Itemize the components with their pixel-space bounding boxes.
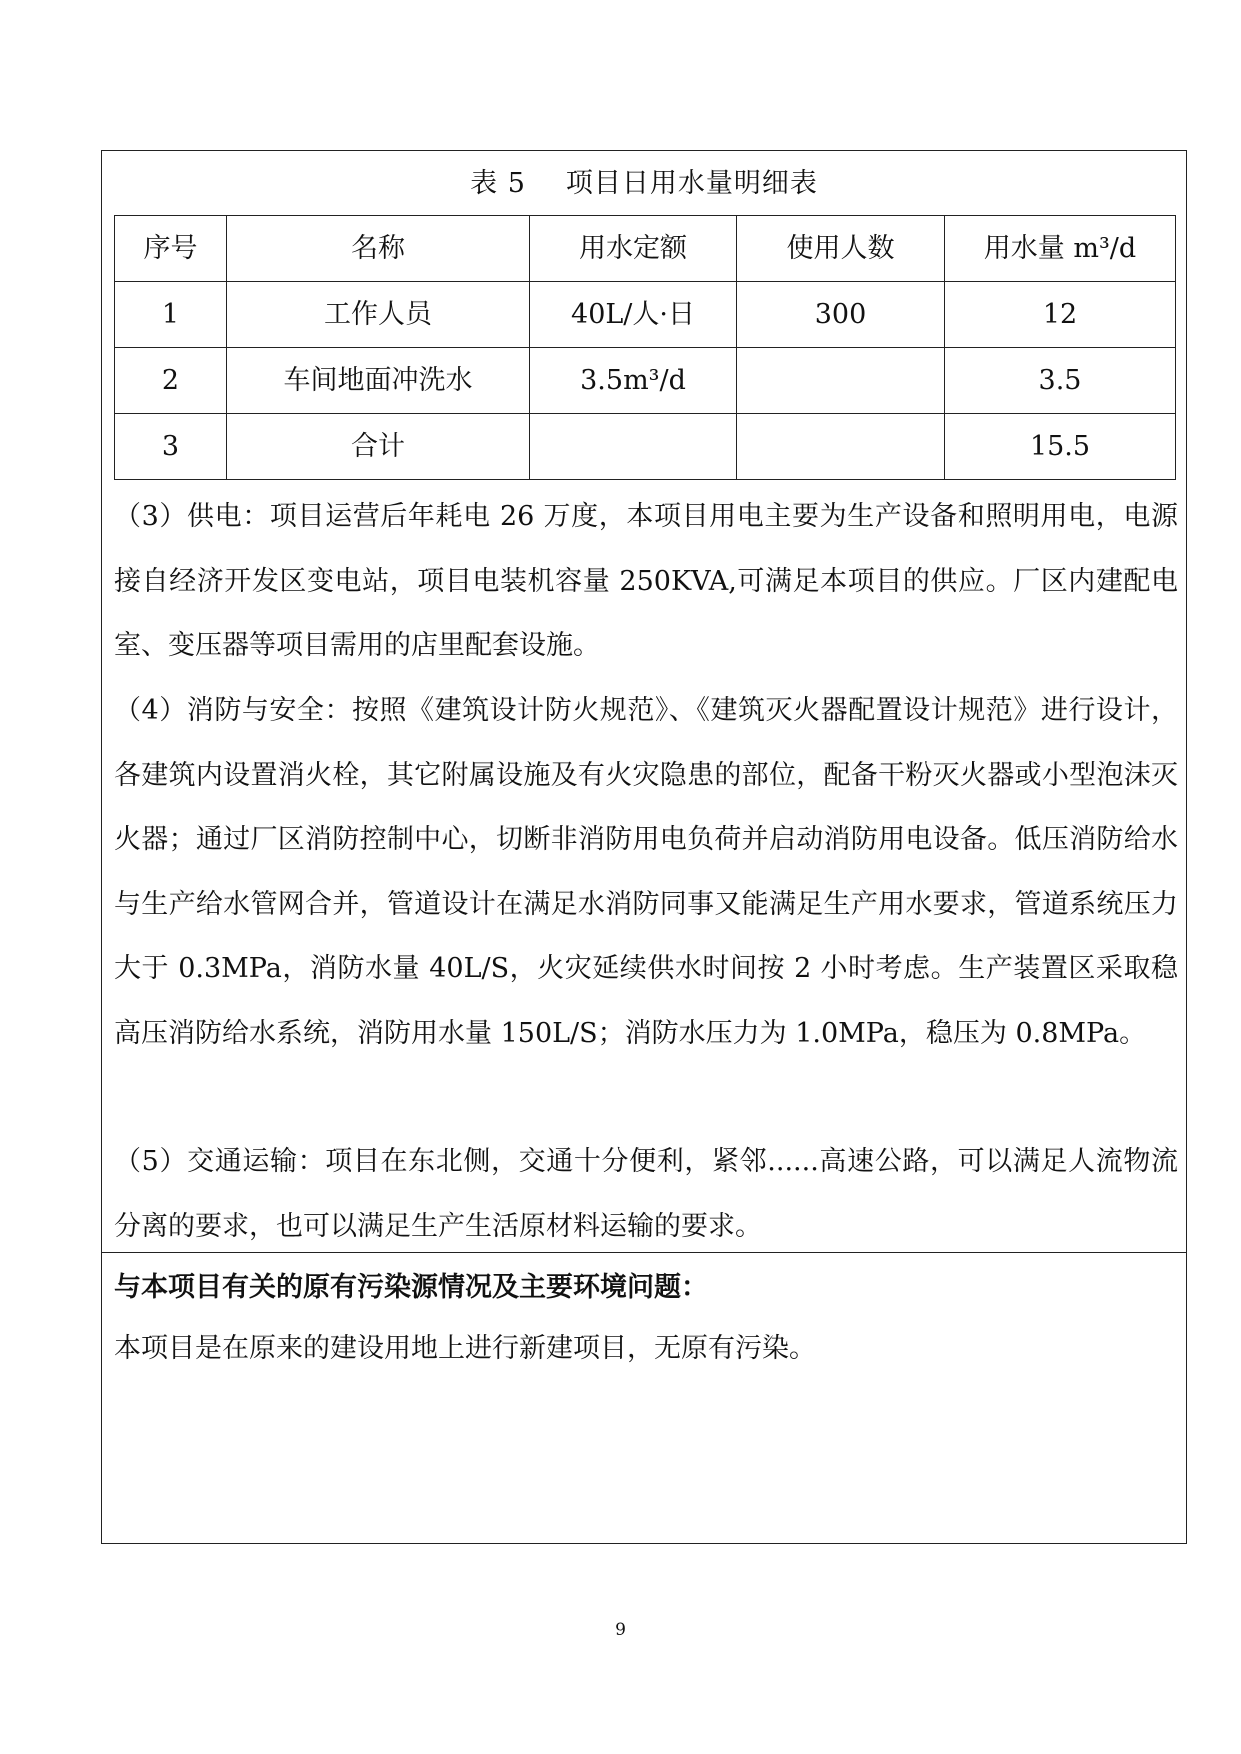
- table-cell: 车间地面冲洗水: [227, 348, 530, 414]
- paragraph-power-supply: （3）供电：项目运营后年耗电 26 万度，本项目用电主要为生产设备和照明用电，电源接自经济开发区变电站，项目电装机容量 250KVA,可满足本项目的供应。厂区内建配电室、变压器等项目需用的店里配套设施。: [114, 501, 1178, 661]
- header-name: 名称: [227, 216, 530, 282]
- table-cell: 合计: [227, 414, 530, 480]
- table-row: [115, 348, 1176, 414]
- table-cell: 3.5m³/d: [530, 348, 737, 414]
- table-cell: 12: [945, 282, 1176, 348]
- paragraph-transportation: （5）交通运输：项目在东北侧，交通十分便利，紧邻......高速公路，可以满足人流物流分离的要求，也可以满足生产生活原材料运输的要求。: [114, 1146, 1178, 1242]
- section-divider: [102, 1252, 1186, 1253]
- table-row: [115, 282, 1176, 348]
- table-cell: 3.5: [945, 348, 1176, 414]
- table-cell: 工作人员: [227, 282, 530, 348]
- paragraph-fire-safety: （4）消防与安全：按照《建筑设计防火规范》、《建筑灭火器配置设计规范》进行设计，各建筑内设置消火栓，其它附属设施及有火灾隐患的部位，配备干粉灭火器或小型泡沫灭火器；通过厂区消防控制中心，切断非消防用电负荷并启动消防用电设备。低压消防给水与生产给水管网合并，管道设计在满足水消防同事又能满足生产用水要求，管道系统压力大于 0.3MPa，消防水量 40L/S，火灾延续供水时间按 2 小时考虑。生产装置区采取稳高压消防给水系统，消防用水量 150L/S；消防水压力为 1.0MPa，稳压为 0.8MPa。: [114, 695, 1178, 1049]
- document-frame: [101, 150, 1187, 1544]
- table-cell: 3: [115, 414, 227, 480]
- table-cell: 1: [115, 282, 227, 348]
- header-volume: 用水量 m³/d: [945, 216, 1176, 282]
- table-cell: [530, 414, 737, 480]
- section-title: 与本项目有关的原有污染源情况及主要环境问题：: [114, 1272, 708, 1303]
- table-cell: 40L/人·日: [530, 282, 737, 348]
- water-usage-table: [114, 215, 1176, 480]
- table-caption-label: 表 5: [470, 168, 526, 199]
- table-row: [115, 414, 1176, 480]
- table-cell: 2: [115, 348, 227, 414]
- table-caption-title: 项目日用水量明细表: [565, 168, 818, 199]
- header-index: 序号: [115, 216, 227, 282]
- header-quota: 用水定额: [530, 216, 737, 282]
- table-cell: [737, 348, 945, 414]
- page-number: 9: [615, 1620, 626, 1640]
- table-caption: [102, 167, 1186, 201]
- table-cell: 300: [737, 282, 945, 348]
- table-cell: [737, 414, 945, 480]
- table-cell: 15.5: [945, 414, 1176, 480]
- section-body: 本项目是在原来的建设用地上进行新建项目，无原有污染。: [114, 1333, 816, 1364]
- table-header-row: [115, 216, 1176, 282]
- header-users: 使用人数: [737, 216, 945, 282]
